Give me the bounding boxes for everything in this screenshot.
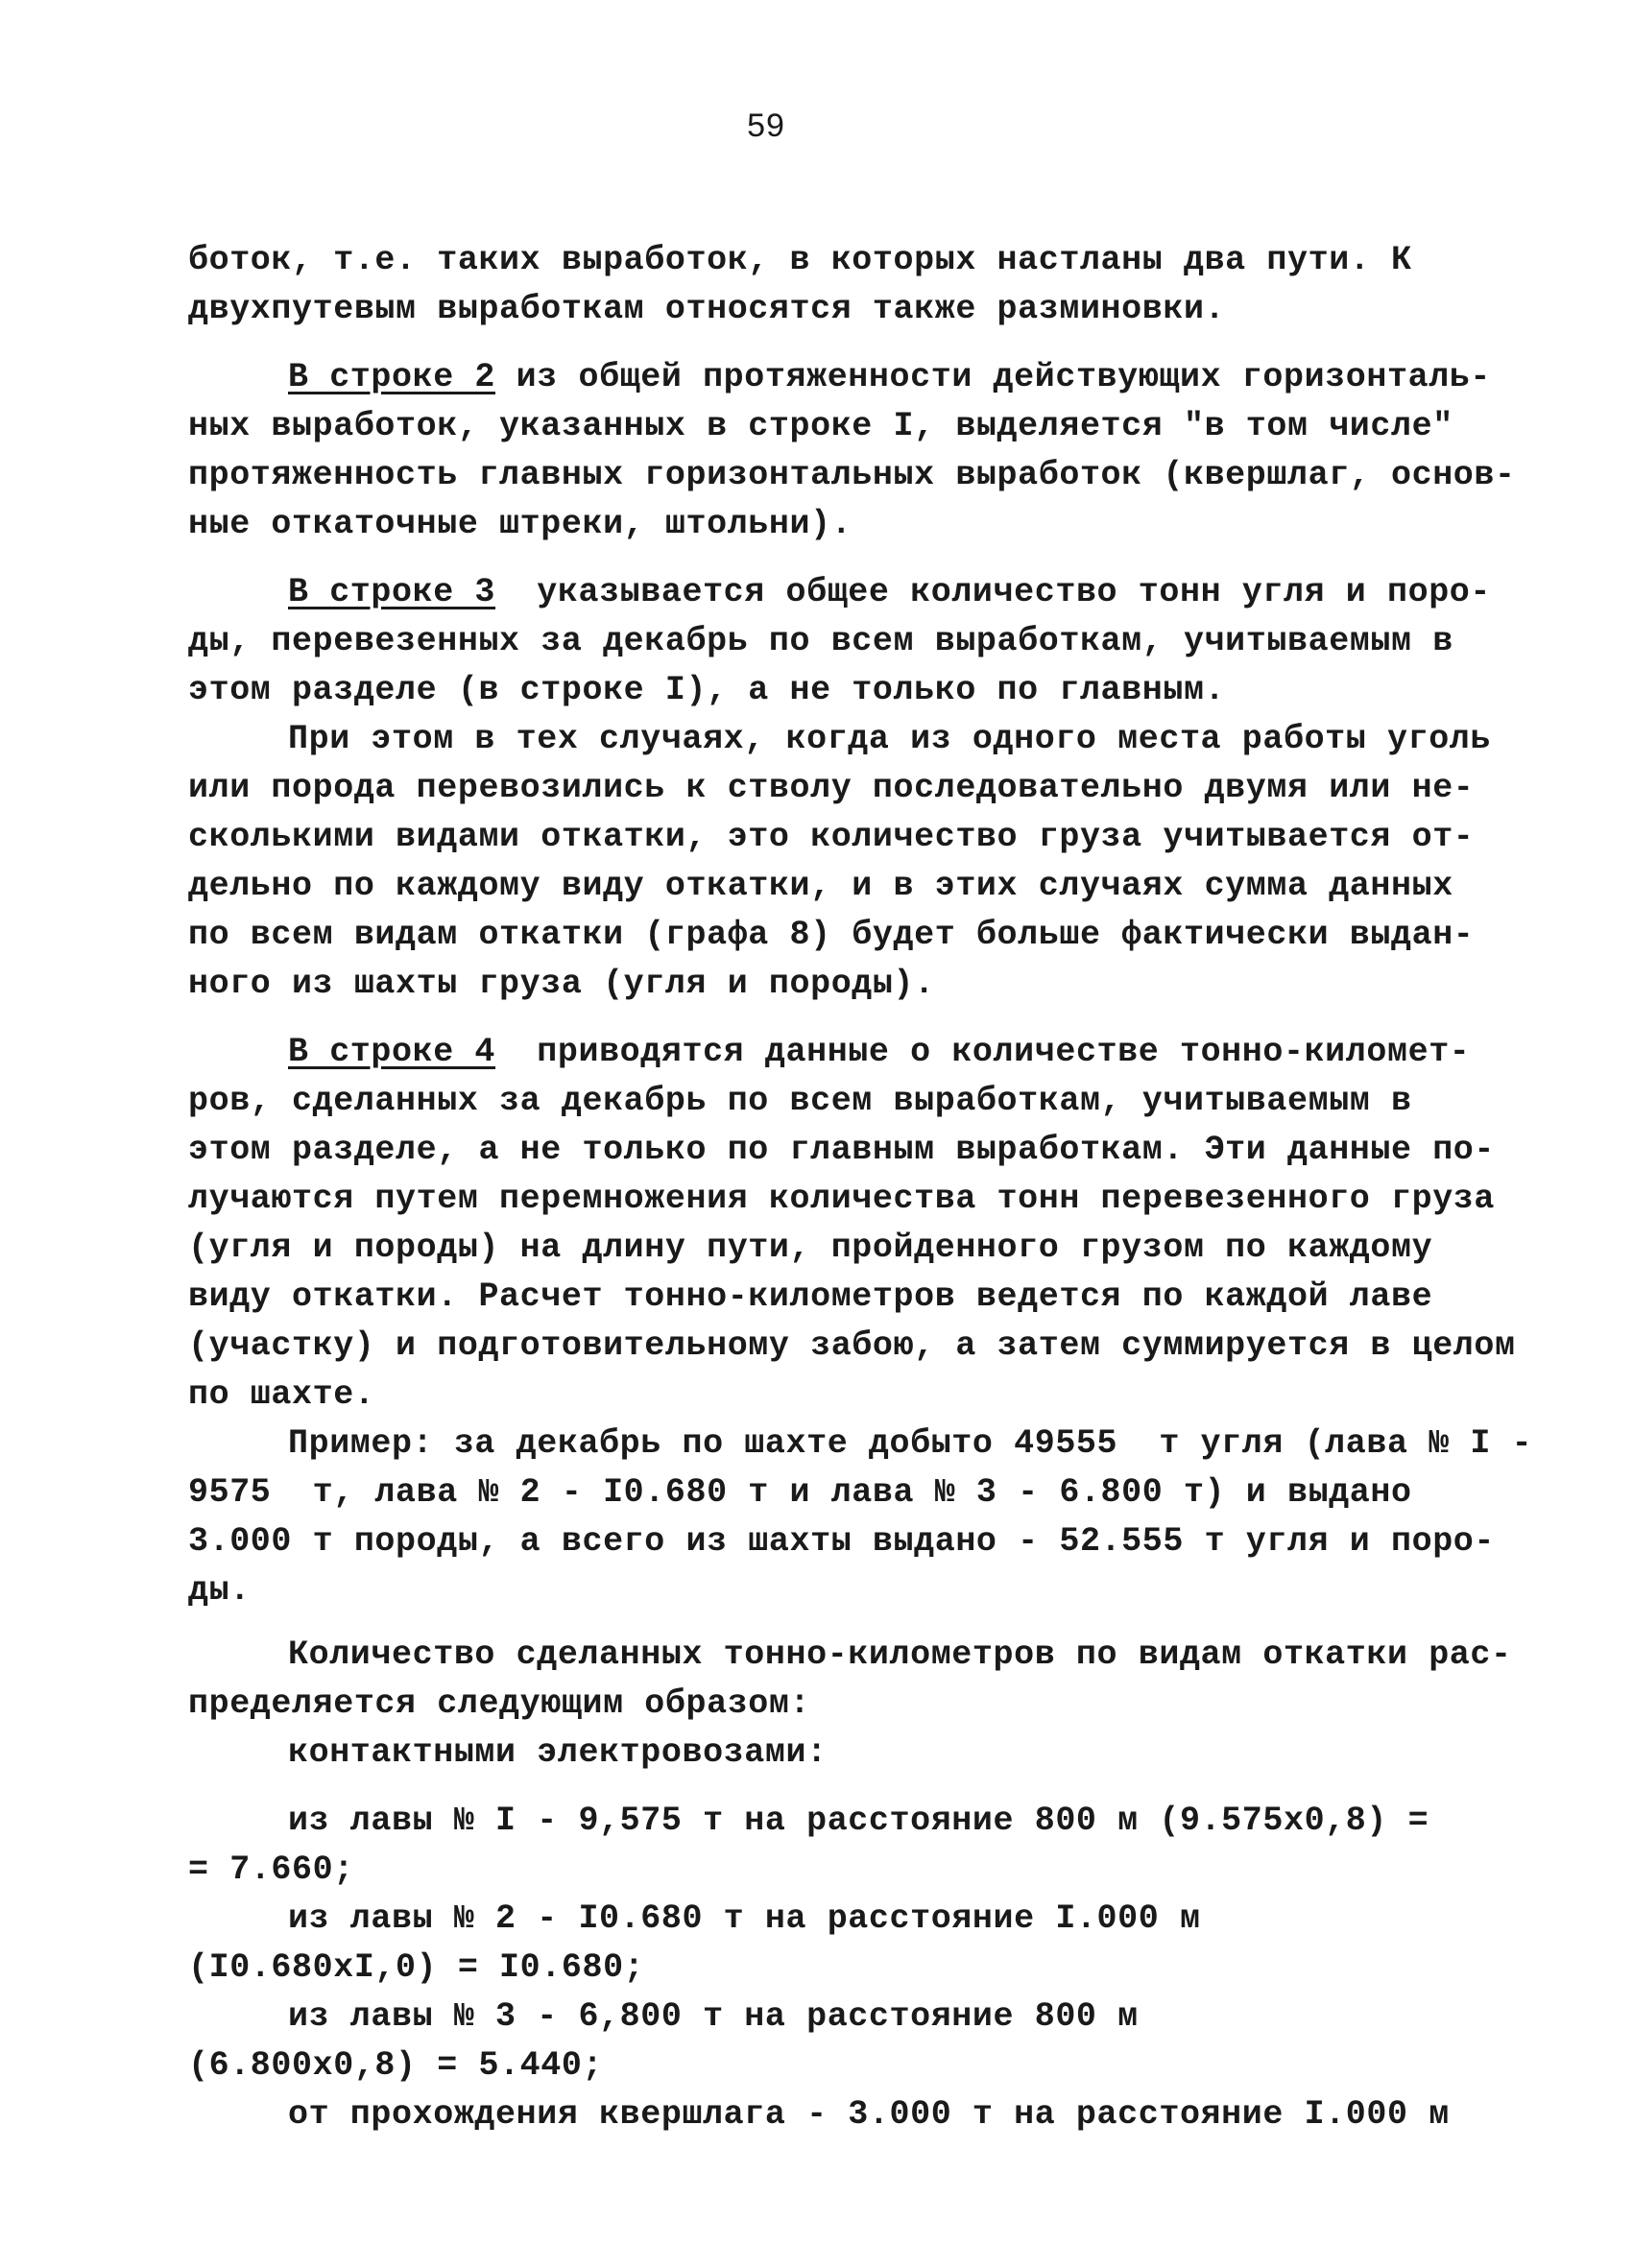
text-line: = 7.660; [188,1850,354,1889]
text-line: из общей протяженности действующих горизонталь- [495,358,1492,396]
page-body [188,236,1533,2139]
text-line: (угля и породы) на длину пути, пройденного грузом по каждому [188,1229,1433,1267]
paragraph-line-2 [188,353,1516,549]
text-line: 3.000 т породы, а всего из шахты выдано - 52.555 т угля и поро- [188,1522,1496,1561]
text-line: (участку) и подготовительному забою, а затем суммируется в целом [188,1326,1516,1365]
text-line: ров, сделанных за декабрь по всем выработкам, учитываемым в [188,1082,1412,1120]
text-line: указывается общее количество тонн угля и поро- [495,573,1492,611]
text-line: от прохождения квершлага - 3.000 т на расстояние I.000 м [288,2095,1450,2134]
paragraph-multiple-haulage [188,715,1494,1009]
text-line: ного из шахты груза (угля и породы). [188,965,935,1003]
text-line: Пример: за декабрь по шахте добыто 49555 т угля (лава № I - [288,1424,1533,1463]
text-line: двухпутевым выработкам относятся также разминовки. [188,290,1226,328]
text-line: (6.800х0,8) = 5.440; [188,2046,604,2085]
paragraph-line-4 [188,1028,1516,1420]
text-line: сколькими видами откатки, это количество груза учитывается от- [188,818,1475,856]
text-line: контактными электровозами: [288,1733,828,1772]
line-2-label: В строке 2 [288,358,496,396]
calc-face-1 [188,1797,1494,1895]
text-line: этом разделе, а не только по главным выработкам. Эти данные по- [188,1131,1496,1169]
text-line: При этом в тех случаях, когда из одного места работы уголь [288,720,1491,758]
line-3-label: В строке 3 [288,573,496,611]
text-line: ные откаточные штреки, штольни). [188,505,853,543]
text-line: из лавы № 3 - 6,800 т на расстояние 800 м [288,1997,1139,2036]
text-line: боток, т.е. таких выработок, в которых настланы два пути. К [188,241,1412,279]
text-line: дельно по каждому виду откатки, и в этих случаях сумма данных [188,867,1453,905]
calc-face-3 [188,1993,1494,2090]
text-line: виду откатки. Расчет тонно-километров ведется по каждой лаве [188,1277,1433,1316]
calc-crosscut [188,2090,1494,2139]
text-line: или порода перевозились к стволу последовательно двумя или не- [188,769,1475,807]
page-number: 59 [747,107,785,144]
text-line: протяженность главных горизонтальных выработок (квершлаг, основ- [188,456,1516,494]
paragraph-two-track-workings [188,236,1494,334]
text-line: по шахте. [188,1375,375,1414]
text-line: из лавы № 2 - I0.680 т на расстояние I.000 м [288,1899,1201,1938]
text-line: (I0.680хI,0) = I0.680; [188,1948,645,1987]
text-line: по всем видам откатки (графа 8) будет больше фактически выдан- [188,916,1475,954]
text-line: Количество сделанных тонно-километров по видам откатки рас- [288,1635,1512,1674]
text-line: лучаются путем перемножения количества тонн перевезенного груза [188,1180,1496,1218]
calc-face-2 [188,1895,1494,1993]
text-line: ды. [188,1571,251,1610]
paragraph-distribution [188,1631,1512,1778]
text-line: 9575 т, лава № 2 - I0.680 т и лава № 3 - 6.800 т) и выдано [188,1473,1412,1512]
text-line: ды, перевезенных за декабрь по всем выработкам, учитываемым в [188,622,1453,660]
line-4-label: В строке 4 [288,1033,496,1071]
text-line: из лавы № I - 9,575 т на расстояние 800 м (9.575х0,8) = [288,1802,1429,1840]
text-line: ных выработок, указанных в строке I, выделяется "в том числе" [188,407,1453,445]
text-line: пределяется следующим образом: [188,1684,811,1723]
paragraph-example [188,1420,1533,1615]
text-line: приводятся данные о количестве тонно-километ- [495,1033,1471,1071]
text-line: этом разделе (в строке I), а не только по главным. [188,671,1226,709]
paragraph-line-3 [188,568,1494,715]
